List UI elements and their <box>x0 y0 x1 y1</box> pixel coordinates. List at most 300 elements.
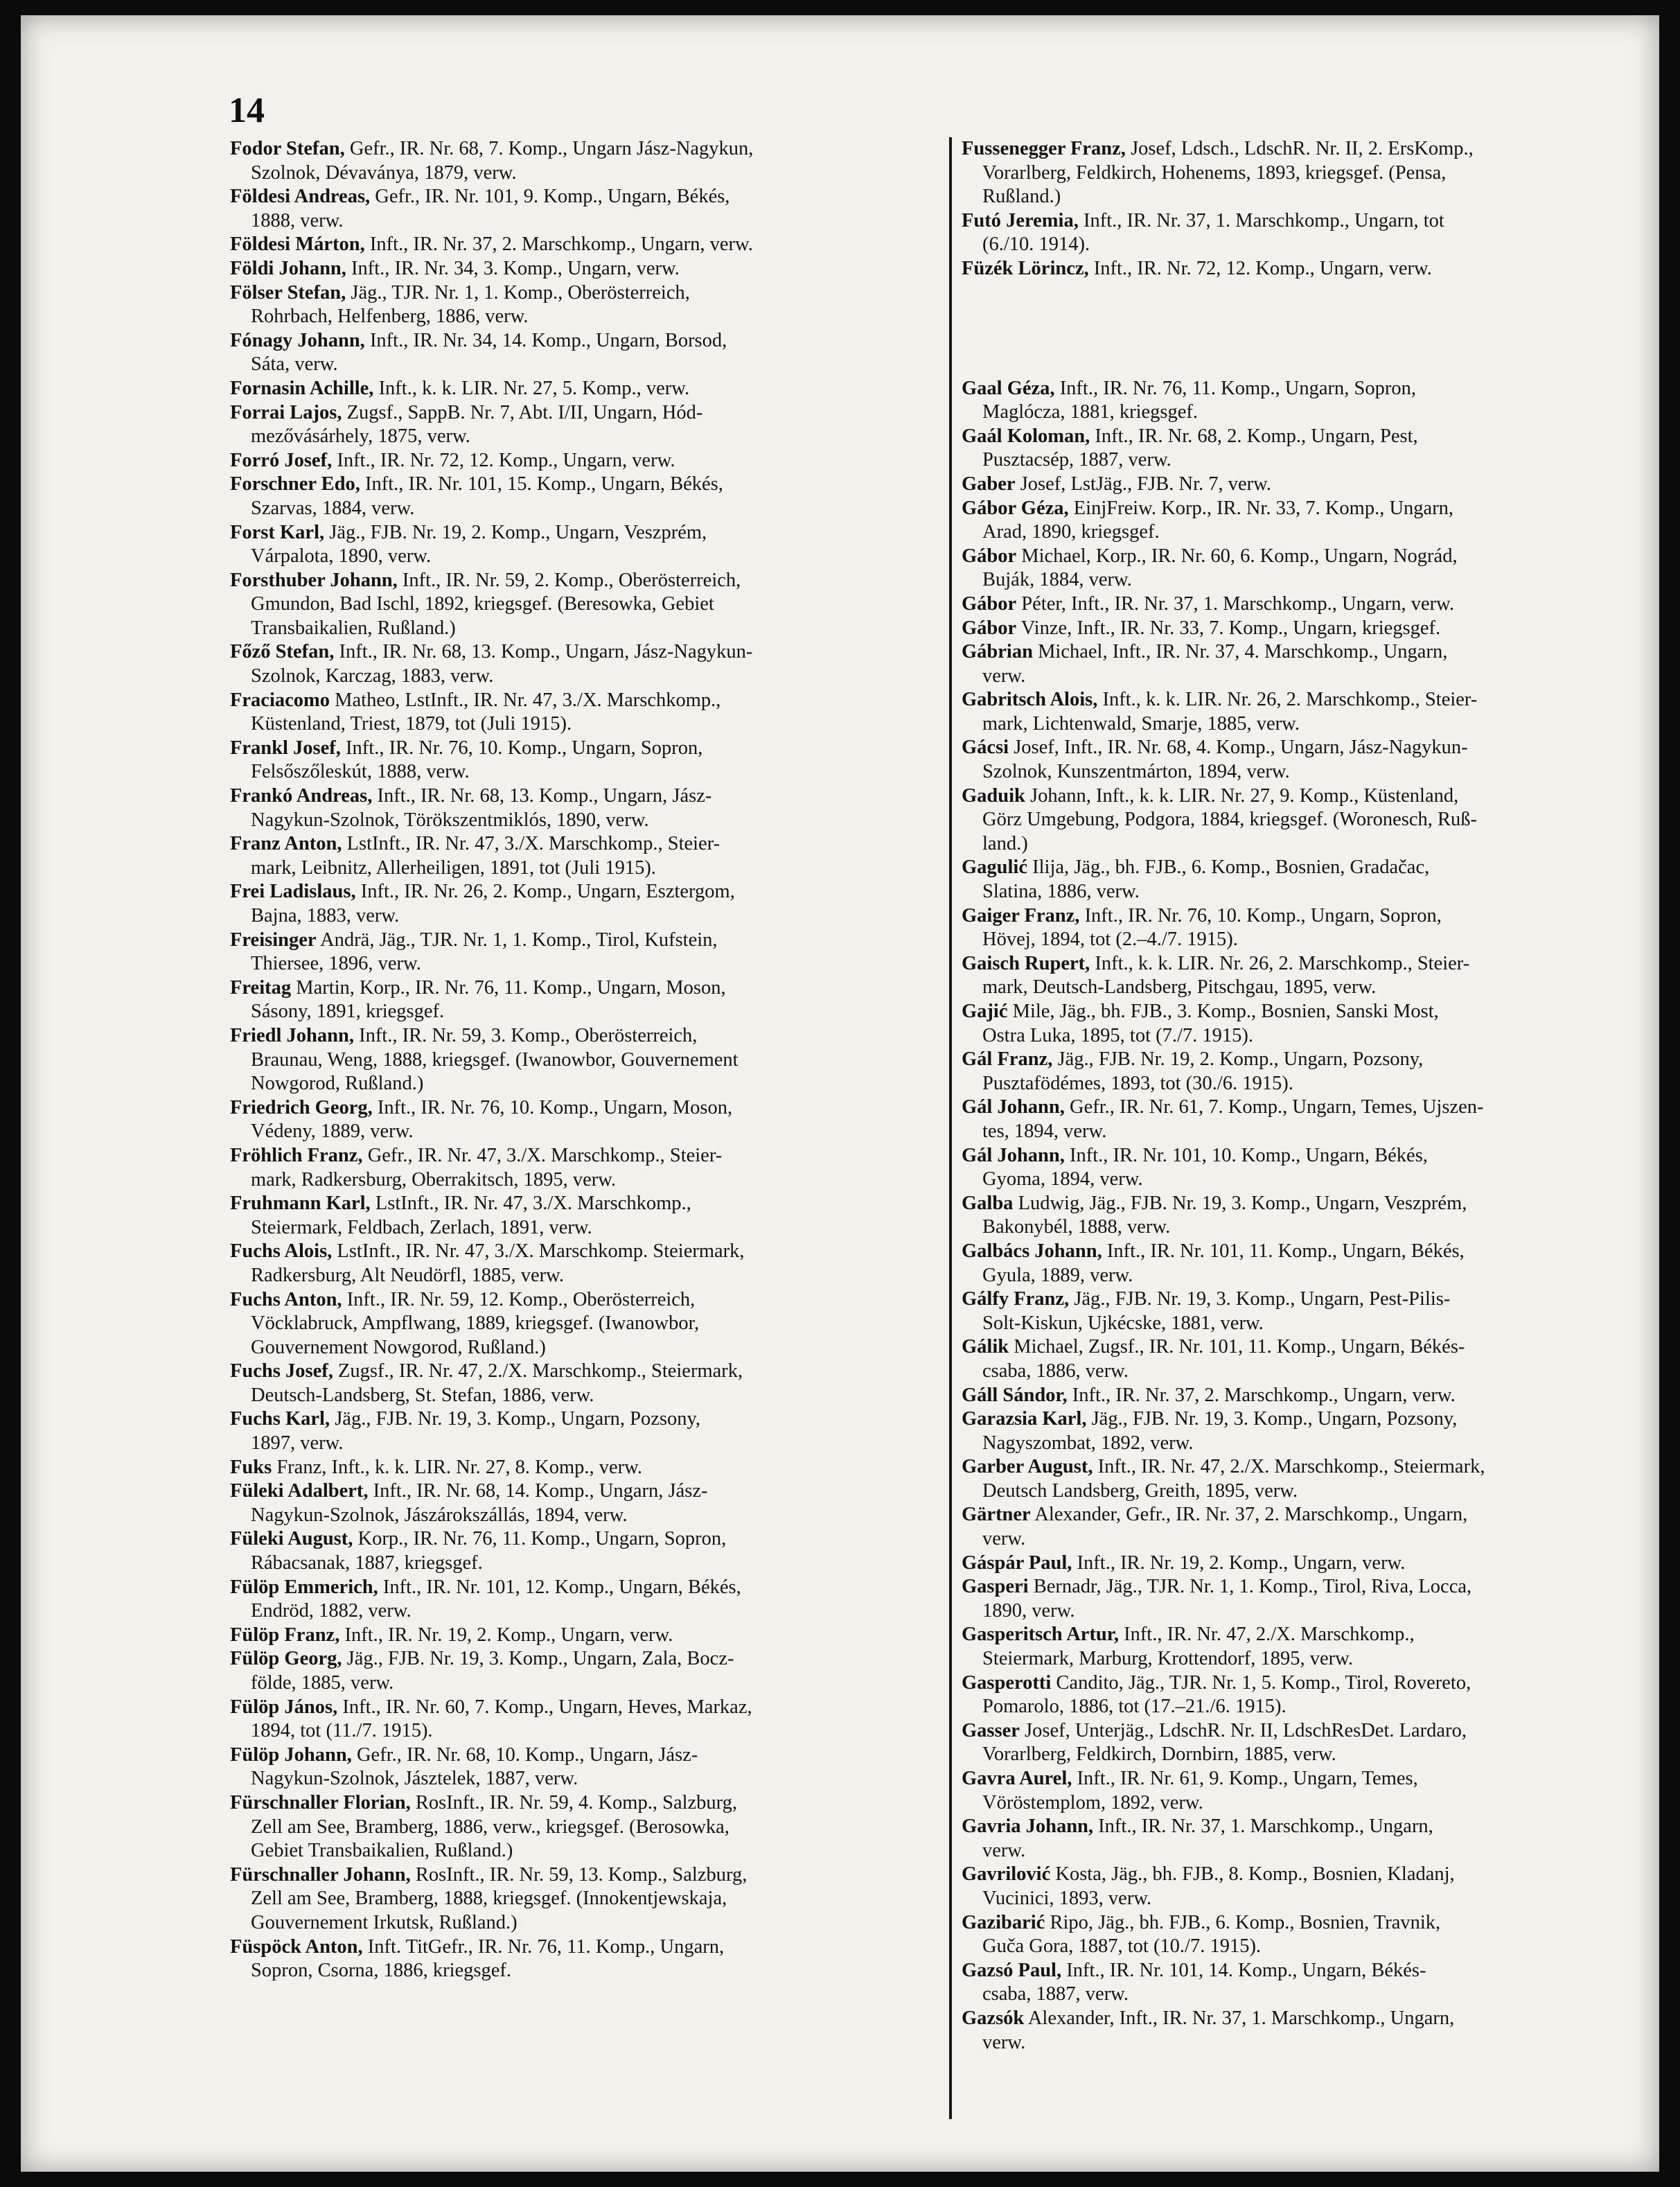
entry-continuation-line <box>230 1432 961 1456</box>
entry-text: tes, 1894, verw. <box>982 1120 1107 1142</box>
entry-first-line <box>962 1192 1654 1216</box>
register-entry <box>962 1192 1654 1240</box>
entry-first-line <box>230 233 961 257</box>
entry-text: Michael, Inft., IR. Nr. 37, 4. Marschkomp., Ungarn, <box>1038 641 1448 663</box>
entry-text: Pusztacsép, 1887, verw. <box>982 449 1171 471</box>
entry-first-line <box>962 1863 1654 1887</box>
register-entry <box>230 1288 961 1360</box>
entry-text: Vinze, Inft., IR. Nr. 33, 7. Komp., Ungarn, kriegsgef. <box>1020 617 1441 639</box>
entry-text: Gebiet Transbaikalien, Rußland.) <box>251 1840 513 1862</box>
entry-text: Deutsch-Landsberg, St. Stefan, 1886, verw. <box>251 1384 594 1406</box>
entry-continuation-line <box>230 497 961 521</box>
entry-text: Josef, Unterjäg., LdschR. Nr. II, LdschResDet. Lardaro, <box>1025 1719 1467 1741</box>
entry-text: Pusztafödémes, 1893, tot (30./6. 1915). <box>982 1072 1293 1094</box>
entry-name: Fürschnaller Johann, <box>230 1863 411 1886</box>
entry-continuation-line <box>962 808 1654 832</box>
entry-name: Gábor <box>962 545 1017 567</box>
register-entry <box>230 233 961 257</box>
entry-name: Gavria Johann, <box>962 1816 1094 1838</box>
entry-text: Inft., IR. Nr. 61, 9. Komp., Ungarn, Temes, <box>1077 1768 1418 1789</box>
entry-continuation-line <box>230 1719 961 1744</box>
right-column-g-section <box>962 377 1654 2055</box>
entry-name: Franz Anton, <box>230 833 342 855</box>
entry-text: 1890, verw. <box>982 1599 1075 1622</box>
entry-text: Maglócza, 1881, kriegsgef. <box>982 401 1199 423</box>
entry-first-line <box>230 1647 961 1671</box>
entry-continuation-line <box>962 1599 1654 1624</box>
entry-text: Ripo, Jäg., bh. FJB., 6. Komp., Bosnien, Travnik, <box>1050 1911 1441 1933</box>
entry-continuation-line <box>230 353 961 377</box>
register-entry <box>230 329 961 377</box>
register-entry <box>230 401 961 449</box>
entry-text: Gefr., IR. Nr. 68, 10. Komp., Ungarn, Jász- <box>356 1744 698 1766</box>
register-entry <box>230 640 961 688</box>
entry-continuation-line <box>230 1168 961 1193</box>
entry-name: Fülöp Emmerich, <box>230 1576 378 1598</box>
entry-first-line <box>962 1815 1654 1839</box>
entry-first-line <box>962 1407 1654 1432</box>
entry-text: land.) <box>982 832 1028 854</box>
entry-text: Gyula, 1889, verw. <box>982 1264 1133 1286</box>
entry-continuation-line <box>230 1384 961 1408</box>
entry-text: Mile, Jäg., bh. FJB., 3. Komp., Bosnien, Sanski Most, <box>1012 1001 1439 1022</box>
entry-name: Füzék Lörincz, <box>962 257 1089 279</box>
entry-continuation-line <box>230 1671 961 1696</box>
entry-continuation-line <box>230 305 961 329</box>
entry-first-line <box>230 1791 961 1816</box>
register-entry <box>230 1647 961 1695</box>
entry-name: Földesi Márton, <box>230 234 365 256</box>
entry-text: Inft., k. k. LIR. Nr. 27, 5. Komp., verw. <box>378 377 690 399</box>
entry-text: Gouvernement Nowgorod, Rußland.) <box>251 1336 546 1358</box>
entry-text: Gefr., IR. Nr. 101, 9. Komp., Ungarn, Békés, <box>375 186 730 208</box>
register-entry <box>962 592 1654 617</box>
entry-text: Zell am See, Bramberg, 1886, verw., kriegsgef. (Berosowka, <box>251 1816 730 1838</box>
entry-text: Péter, Inft., IR. Nr. 37, 1. Marschkomp., Ungarn, verw. <box>1021 592 1454 615</box>
entry-text: Josef, Ldsch., LdschR. Nr. II, 2. ErsKomp., <box>1131 138 1474 159</box>
entry-text: Ludwig, Jäg., FJB. Nr. 19, 3. Komp., Ungarn, Veszprém, <box>1018 1192 1467 1214</box>
entry-text: EinjFreiw. Korp., IR. Nr. 33, 7. Komp., Ungarn, <box>1073 497 1454 519</box>
entry-text: Inft., IR. Nr. 101, 12. Komp., Ungarn, Békés, <box>382 1576 741 1598</box>
entry-name: Fuchs Josef, <box>230 1360 333 1382</box>
entry-text: mark, Radkersburg, Oberrakitsch, 1895, verw. <box>251 1168 617 1191</box>
register-entry <box>962 1335 1654 1383</box>
register-entry <box>230 377 961 401</box>
entry-text: Nagyszombat, 1892, verw. <box>982 1432 1194 1454</box>
entry-continuation-line <box>962 1887 1654 1911</box>
entry-first-line <box>962 473 1654 497</box>
entry-first-line <box>230 1527 961 1552</box>
entry-first-line <box>230 737 961 761</box>
entry-first-line <box>230 689 961 713</box>
entry-text: Inft., IR. Nr. 19, 2. Komp., Ungarn, verw. <box>1077 1552 1406 1574</box>
register-entry <box>962 1503 1654 1551</box>
entry-text: Inft., IR. Nr. 34, 14. Komp., Ungarn, Borsod, <box>369 329 727 351</box>
register-entry <box>230 521 961 569</box>
entry-text: Inft., IR. Nr. 34, 3. Komp., Ungarn, verw. <box>351 257 680 279</box>
entry-continuation-line <box>962 233 1654 257</box>
entry-text: Nagykun-Szolnok, Törökszentmiklós, 1890, verw. <box>251 809 649 831</box>
entry-continuation-line <box>962 880 1654 904</box>
entry-continuation-line <box>962 1024 1654 1048</box>
entry-text: Inft., IR. Nr. 37, 1. Marschkomp., Ungarn, tot <box>1083 209 1444 231</box>
entry-continuation-line <box>962 1647 1654 1671</box>
register-entry <box>230 185 961 233</box>
entry-text: mezővásárhely, 1875, verw. <box>251 425 470 448</box>
entry-first-line <box>230 521 961 545</box>
entry-text: csaba, 1887, verw. <box>982 1983 1129 2005</box>
entry-name: Gábor <box>962 592 1017 615</box>
entry-text: Gmundon, Bad Ischl, 1892, kriegsgef. (Beresowka, Gebiet <box>251 593 714 615</box>
entry-first-line <box>962 377 1654 401</box>
entry-first-line <box>230 832 961 857</box>
register-entry <box>230 1024 961 1096</box>
entry-continuation-line <box>962 1479 1654 1504</box>
entry-text: Solt-Kiskun, Ujkécske, 1881, verw. <box>982 1312 1264 1334</box>
entry-continuation-line <box>230 592 961 617</box>
entry-first-line <box>962 137 1654 161</box>
entry-text: Inft. TitGefr., IR. Nr. 76, 11. Komp., Ungarn, <box>367 1935 725 1958</box>
entry-name: Fülöp János, <box>230 1696 338 1718</box>
entry-continuation-line <box>230 1048 961 1073</box>
entry-text: RosInft., IR. Nr. 59, 4. Komp., Salzburg, <box>415 1791 738 1813</box>
entry-name: Fülöp Johann, <box>230 1744 352 1766</box>
entry-text: Vucinici, 1893, verw. <box>982 1887 1152 1909</box>
entry-text: Inft., IR. Nr. 59, 12. Komp., Oberösterreich, <box>346 1288 696 1310</box>
entry-name: Fürschnaller Florian, <box>230 1791 411 1813</box>
entry-text: verw. <box>982 1528 1026 1550</box>
entry-name: Gaisch Rupert, <box>962 952 1090 974</box>
entry-text: Inft., k. k. LIR. Nr. 26, 2. Marschkomp., Steier- <box>1102 689 1478 711</box>
entry-name: Fuchs Karl, <box>230 1408 330 1430</box>
entry-text: LstInft., IR. Nr. 47, 3./X. Marschkomp. Steiermark, <box>337 1240 745 1263</box>
entry-name: Forschner Edo, <box>230 473 360 495</box>
entry-text: Alexander, Gefr., IR. Nr. 37, 2. Marschkomp., Ungarn, <box>1034 1504 1468 1526</box>
entry-text: Szolnok, Dévaványa, 1879, verw. <box>251 161 517 184</box>
entry-first-line <box>230 1744 961 1768</box>
entry-continuation-line <box>962 1743 1654 1767</box>
entry-text: 1897, verw. <box>251 1432 344 1455</box>
entry-text: Vorarlberg, Feldkirch, Hohenems, 1893, kriegsgef. (Pensa, <box>982 161 1447 184</box>
register-entry <box>962 2007 1654 2055</box>
entry-text: Vöcklabruck, Ampflwang, 1889, kriegsgef. (Iwanowbor, <box>251 1312 700 1335</box>
entry-text: Gefr., IR. Nr. 47, 3./X. Marschkomp., Steier- <box>367 1144 723 1166</box>
entry-continuation-line <box>962 928 1654 952</box>
entry-text: Inft., IR. Nr. 19, 2. Komp., Ungarn, verw. <box>344 1624 673 1646</box>
entry-continuation-line <box>230 1072 961 1096</box>
entry-name: Forró Josef, <box>230 449 333 471</box>
entry-first-line <box>230 1935 961 1960</box>
entry-first-line <box>230 784 961 809</box>
entry-text: Inft., IR. Nr. 68, 13. Komp., Ungarn, Jász- <box>377 785 712 807</box>
register-entry <box>962 209 1654 257</box>
entry-continuation-line <box>230 1599 961 1624</box>
entry-continuation-line <box>230 1959 961 1983</box>
entry-text: Inft., IR. Nr. 68, 14. Komp., Ungarn, Jász- <box>373 1480 708 1502</box>
entry-first-line <box>230 1696 961 1720</box>
entry-text: Zugsf., SappB. Nr. 7, Abt. I/II, Ungarn, Hód- <box>346 401 703 423</box>
entry-text: (6./10. 1914). <box>982 234 1090 256</box>
entry-continuation-line <box>230 809 961 833</box>
entry-name: Fuchs Anton, <box>230 1288 342 1310</box>
register-entry <box>962 1144 1654 1192</box>
register-entry <box>230 449 961 473</box>
entry-first-line <box>962 1503 1654 1527</box>
entry-first-line <box>230 1360 961 1384</box>
entry-text: Inft., k. k. LIR. Nr. 26, 2. Marschkomp., Steier- <box>1095 952 1470 974</box>
entry-text: Jäg., FJB. Nr. 19, 2. Komp., Ungarn, Veszprém, <box>329 521 707 543</box>
entry-continuation-line <box>962 568 1654 592</box>
entry-text: Szolnok, Kunszentmárton, 1894, verw. <box>982 761 1290 783</box>
register-entry <box>962 473 1654 497</box>
register-entry <box>962 1288 1654 1335</box>
entry-continuation-line <box>230 1816 961 1840</box>
entry-name: Fónagy Johann, <box>230 329 365 351</box>
entry-text: Braunau, Weng, 1888, kriegsgef. (Iwanowbor, Gouvernement <box>251 1048 739 1071</box>
entry-first-line <box>230 1288 961 1312</box>
entry-name: Gálfy Franz, <box>962 1288 1070 1310</box>
entry-text: Ilija, Jäg., bh. FJB., 6. Komp., Bosnien, Gradačac, <box>1032 857 1430 879</box>
entry-text: Inft., IR. Nr. 101, 15. Komp., Ungarn, Békés, <box>365 473 723 495</box>
entry-text: Vöröstemplom, 1892, verw. <box>982 1791 1203 1813</box>
entry-text: Buják, 1884, verw. <box>982 569 1132 591</box>
entry-continuation-line <box>962 185 1654 209</box>
entry-name: Gálik <box>962 1336 1009 1358</box>
entry-first-line <box>962 592 1654 617</box>
entry-continuation-line <box>962 1360 1654 1384</box>
entry-first-line <box>230 377 961 401</box>
entry-text: Matheo, LstInft., IR. Nr. 47, 3./X. Marschkomp., <box>335 689 721 711</box>
register-entry <box>230 1096 961 1144</box>
entry-text: Inft., IR. Nr. 47, 2./X. Marschkomp., Steiermark, <box>1097 1456 1485 1478</box>
entry-first-line <box>962 688 1654 712</box>
entry-text: Gyoma, 1894, verw. <box>982 1168 1143 1191</box>
entry-text: Andrä, Jäg., TJR. Nr. 1, 1. Komp., Tirol, Kufstein, <box>320 929 718 951</box>
entry-name: Gácsi <box>962 737 1009 759</box>
entry-name: Földi Johann, <box>230 257 346 279</box>
entry-text: 1894, tot (11./7. 1915). <box>251 1720 433 1742</box>
entry-text: Steiermark, Marburg, Krottendorf, 1895, verw. <box>982 1648 1354 1670</box>
entry-first-line <box>962 1096 1654 1120</box>
register-entry <box>962 1384 1654 1408</box>
register-entry <box>962 856 1654 904</box>
entry-first-line <box>230 1096 961 1121</box>
page-number: 14 <box>229 91 265 130</box>
entry-first-line <box>230 880 961 904</box>
entry-name: Főző Stefan, <box>230 641 335 663</box>
register-entry <box>230 569 961 641</box>
entry-text: Korp., IR. Nr. 76, 11. Komp., Ungarn, Sopron, <box>357 1528 727 1550</box>
entry-text: Inft., IR. Nr. 76, 10. Komp., Ungarn, Sopron, <box>346 737 703 759</box>
register-entry <box>962 1048 1654 1096</box>
entry-first-line <box>962 784 1654 809</box>
entry-text: verw. <box>982 2031 1026 2053</box>
register-entry <box>962 1863 1654 1911</box>
entry-name: Gáspár Paul, <box>962 1552 1072 1574</box>
entry-continuation-line <box>230 1264 961 1288</box>
entry-text: mark, Leibnitz, Allerheiligen, 1891, tot (Juli 1915). <box>251 857 656 879</box>
entry-first-line <box>962 425 1654 449</box>
entry-text: Gefr., IR. Nr. 61, 7. Komp., Ungarn, Temes, Ujszen- <box>1070 1096 1484 1118</box>
entry-text: Pomarolo, 1886, tot (17.–21./6. 1915). <box>982 1696 1286 1718</box>
entry-text: Inft., IR. Nr. 26, 2. Komp., Ungarn, Esztergom, <box>360 881 735 903</box>
entry-text: Josef, LstJäg., FJB. Nr. 7, verw. <box>1020 473 1272 495</box>
entry-name: Fuks <box>230 1456 272 1478</box>
entry-name: Fraciacomo <box>230 689 330 711</box>
entry-name: Gábrian <box>962 641 1033 663</box>
entry-first-line <box>962 640 1654 665</box>
entry-continuation-line <box>962 1432 1654 1456</box>
entry-first-line <box>230 1240 961 1264</box>
register-entry <box>230 257 961 281</box>
entry-first-line <box>962 497 1654 521</box>
entry-first-line <box>230 929 961 953</box>
register-entry <box>962 640 1654 688</box>
entry-continuation-line <box>962 1120 1654 1144</box>
entry-name: Fodor Stefan, <box>230 138 345 159</box>
register-entry <box>230 1696 961 1744</box>
register-entry <box>230 1744 961 1791</box>
entry-text: mark, Deutsch-Landsberg, Pitschgau, 1895, verw. <box>982 976 1377 999</box>
entry-text: Inft., IR. Nr. 68, 2. Komp., Ungarn, Pest, <box>1095 425 1418 447</box>
register-entry <box>962 1552 1654 1576</box>
register-entry <box>230 976 961 1024</box>
entry-name: Gaber <box>962 473 1016 495</box>
register-entry <box>962 1815 1654 1863</box>
register-entry <box>962 377 1654 425</box>
entry-continuation-line <box>962 1168 1654 1192</box>
register-entry <box>230 1791 961 1863</box>
register-entry <box>962 1671 1654 1719</box>
entry-name: Gärtner <box>962 1504 1031 1526</box>
register-entry <box>230 1360 961 1407</box>
entry-continuation-line <box>230 904 961 929</box>
entry-name: Fröhlich Franz, <box>230 1144 363 1166</box>
entry-name: Fülöp Georg, <box>230 1648 342 1670</box>
entry-name: Gál Johann, <box>962 1144 1065 1166</box>
entry-continuation-line <box>230 1552 961 1576</box>
entry-name: Garber August, <box>962 1456 1093 1478</box>
entry-name: Gasperotti <box>962 1671 1052 1694</box>
entry-name: Forst Karl, <box>230 521 325 543</box>
register-entry <box>230 1624 961 1648</box>
entry-first-line <box>962 209 1654 234</box>
entry-first-line <box>962 736 1654 760</box>
register-entry <box>962 952 1654 1000</box>
register-entry <box>230 832 961 880</box>
entry-name: Gábor <box>962 617 1017 639</box>
entry-name: Fornasin Achille, <box>230 377 374 399</box>
register-entry <box>962 137 1654 209</box>
entry-name: Frei Ladislaus, <box>230 881 356 903</box>
entry-text: Inft., IR. Nr. 37, 2. Marschkomp., Ungarn, verw. <box>1072 1384 1456 1406</box>
entry-text: Nagykun-Szolnok, Jásztelek, 1887, verw. <box>251 1768 578 1790</box>
entry-first-line <box>230 1863 961 1888</box>
entry-name: Gábor Géza, <box>962 497 1069 519</box>
register-entry <box>230 1576 961 1624</box>
register-entry <box>230 1863 961 1935</box>
entry-first-line <box>230 1576 961 1600</box>
entry-name: Fuchs Alois, <box>230 1240 333 1263</box>
entry-continuation-line <box>962 976 1654 1000</box>
entry-first-line <box>962 1552 1654 1576</box>
entry-name: Futó Jeremia, <box>962 209 1079 231</box>
entry-first-line <box>962 1671 1654 1696</box>
entry-continuation-line <box>230 665 961 689</box>
entry-name: Gasperitsch Artur, <box>962 1624 1119 1646</box>
register-entry <box>962 1623 1654 1671</box>
entry-text: Michael, Zugsf., IR. Nr. 101, 11. Komp., Ungarn, Békés- <box>1014 1336 1465 1358</box>
entry-text: Görz Umgebung, Podgora, 1884, kriegsgef. (Woronesch, Ruß- <box>982 809 1478 831</box>
entry-first-line <box>230 329 961 353</box>
entry-continuation-line <box>962 1215 1654 1240</box>
entry-text: Inft., IR. Nr. 76, 11. Komp., Ungarn, Sopron, <box>1059 377 1416 399</box>
register-entry <box>962 1455 1654 1503</box>
document-page <box>21 15 1659 2172</box>
entry-text: Slatina, 1886, verw. <box>982 881 1140 903</box>
entry-text: Transbaikalien, Rußland.) <box>251 617 456 639</box>
entry-name: Forrai Lajos, <box>230 401 342 423</box>
register-entry <box>962 1240 1654 1288</box>
entry-text: Sáta, verw. <box>251 353 338 376</box>
entry-text: Radkersburg, Alt Neudörfl, 1885, verw. <box>251 1264 564 1286</box>
entry-first-line <box>230 257 961 281</box>
entry-name: Gasperi <box>962 1576 1029 1598</box>
entry-first-line <box>230 976 961 1001</box>
entry-name: Friedl Johann, <box>230 1024 354 1046</box>
entry-name: Gaduik <box>962 784 1025 807</box>
entry-continuation-line <box>962 1527 1654 1552</box>
entry-text: Michael, Korp., IR. Nr. 60, 6. Komp., Ungarn, Nográd, <box>1021 545 1458 567</box>
entry-first-line <box>962 1288 1654 1312</box>
entry-continuation-line <box>962 1312 1654 1336</box>
register-entry <box>230 1407 961 1455</box>
entry-text: Jäg., FJB. Nr. 19, 3. Komp., Ungarn, Pest-Pilis- <box>1074 1288 1451 1310</box>
entry-text: 1888, verw. <box>251 209 344 231</box>
column-divider <box>949 137 952 2119</box>
entry-first-line <box>962 2007 1654 2031</box>
entry-text: Kosta, Jäg., bh. FJB., 8. Komp., Bosnien, Kladanj, <box>1055 1863 1455 1886</box>
entry-text: Gefr., IR. Nr. 68, 7. Komp., Ungarn Jász-Nagykun, <box>349 138 754 159</box>
entry-name: Gabritsch Alois, <box>962 689 1098 711</box>
entry-text: Franz, Inft., k. k. LIR. Nr. 27, 8. Komp., verw. <box>276 1456 643 1478</box>
entry-name: Gazibarić <box>962 1911 1045 1933</box>
entry-name: Fruhmann Karl, <box>230 1193 371 1215</box>
entry-first-line <box>962 1384 1654 1408</box>
register-entry <box>230 1456 961 1480</box>
entry-text: Thiersee, 1896, verw. <box>251 953 421 975</box>
entry-continuation-line <box>230 1887 961 1911</box>
section-gap <box>962 281 1654 377</box>
entry-text: Bernadr, Jäg., TJR. Nr. 1, 1. Komp., Tirol, Riva, Locca, <box>1033 1576 1472 1598</box>
entry-text: Jäg., TJR. Nr. 1, 1. Komp., Oberösterreich, <box>351 281 690 304</box>
entry-text: Inft., IR. Nr. 37, 2. Marschkomp., Ungarn, verw. <box>369 234 753 256</box>
register-entry <box>962 425 1654 473</box>
entry-text: Deutsch Landsberg, Greith, 1895, verw. <box>982 1479 1298 1502</box>
entry-first-line <box>230 185 961 209</box>
entry-name: Fülöp Franz, <box>230 1624 340 1646</box>
entry-text: Felsőszőleskút, 1888, verw. <box>251 761 470 783</box>
right-column <box>962 137 1654 2055</box>
entry-continuation-line <box>230 425 961 449</box>
entry-name: Gajić <box>962 1001 1008 1022</box>
entry-text: Inft., IR. Nr. 101, 10. Komp., Ungarn, Békés, <box>1070 1144 1428 1166</box>
entry-continuation-line <box>230 760 961 784</box>
entry-name: Gasser <box>962 1719 1020 1741</box>
entry-text: Nowgorod, Rußland.) <box>251 1073 424 1095</box>
entry-continuation-line <box>230 1000 961 1024</box>
register-entry <box>230 1527 961 1575</box>
